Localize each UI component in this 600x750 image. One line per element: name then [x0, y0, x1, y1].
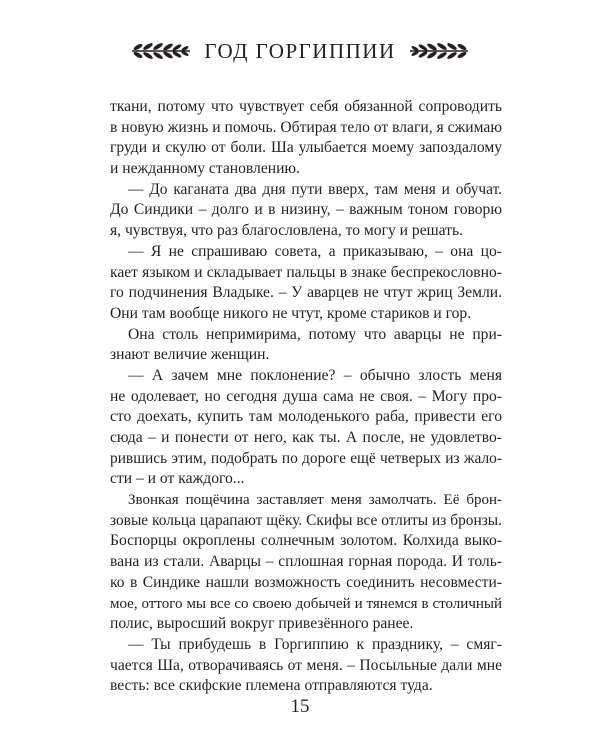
text-line: вана из стали. Аварцы – сплошная горная порода. И толь- [110, 553, 502, 571]
text-line: — А зачем мне поклонение? – обычно злость меня [128, 366, 502, 384]
text-line: го подчинения Владыке. – У аварцев не чтут жриц Земли. [110, 284, 502, 302]
text-line: сюда – и понести от него, как ты. А после, не удовлетво- [110, 429, 502, 446]
text-line: Звонкая пощёчина заставляет меня замолчать. Её брон- [128, 492, 502, 509]
text-line: рившись этим, подобрать по дороге ещё четверых из жало- [110, 449, 502, 467]
laurel-branch-icon [408, 39, 470, 63]
text-line: и нежданному становлению. [110, 160, 300, 178]
laurel-branch-icon [130, 39, 192, 63]
text-line: кает языком и складывает пальцы в знаке беспрекословно- [110, 263, 502, 281]
text-line: знают величие женщин. [110, 346, 270, 364]
text-line: Боспорцы окроплены солнечным золотом. Колхида выко- [110, 532, 502, 550]
text-line: сто доехать, купить там молоденького раба, привести его [110, 408, 502, 426]
text-line: Она столь непримирима, потому что аварцы не при- [128, 325, 502, 343]
text-line: сти – и от каждого... [110, 470, 245, 488]
page-number: 15 [290, 696, 310, 717]
text-line: груди и скулю от боли. Ша улыбается моему запоздалому [110, 139, 502, 157]
text-line: Они там вообще никого не чтут, кроме стариков и гор. [110, 304, 472, 322]
text-line: — До каганата два дня пути вверх, там меня и обучат. [128, 180, 502, 198]
body-text [110, 97, 502, 697]
text-line: До Синдики – долго и в низину, – важным тоном говорю [110, 201, 502, 219]
text-line: мое, оттого мы все со своею добычей и тянемся в столичный [110, 595, 502, 612]
text-line: в новую жизнь и помочь. Обтирая тело от влаги, я сжимаю [110, 118, 502, 136]
running-header-title: ГОД ГОРГИППИИ [204, 38, 396, 63]
running-header [0, 34, 600, 68]
text-line: весть: все скифские племена отправляются туда. [110, 677, 433, 695]
text-line: зовые кольца царапают щёку. Скифы все отлиты из бронзы. [110, 511, 502, 529]
text-line: не одолевает, но сегодня душа сама не своя. – Могу про- [110, 387, 502, 405]
text-line: полис, выросший вокруг привезённого ранее. [110, 615, 414, 633]
text-line: ткани, потому что чувствует себя обязанной сопроводить [110, 98, 502, 115]
text-line: — Я не спрашиваю совета, а приказываю, – она цо- [128, 242, 502, 260]
text-line: я, чувствуя, что раз благословлена, то могу и решать. [110, 222, 463, 240]
text-line: — Ты прибудешь в Горгиппию к празднику, – смяг- [128, 635, 502, 653]
text-line: чается Ша, отворачиваясь от меня. – Посыльные дали мне [110, 656, 502, 674]
text-line: ко в Синдике нашли возможность соединить несовмести- [110, 573, 502, 591]
